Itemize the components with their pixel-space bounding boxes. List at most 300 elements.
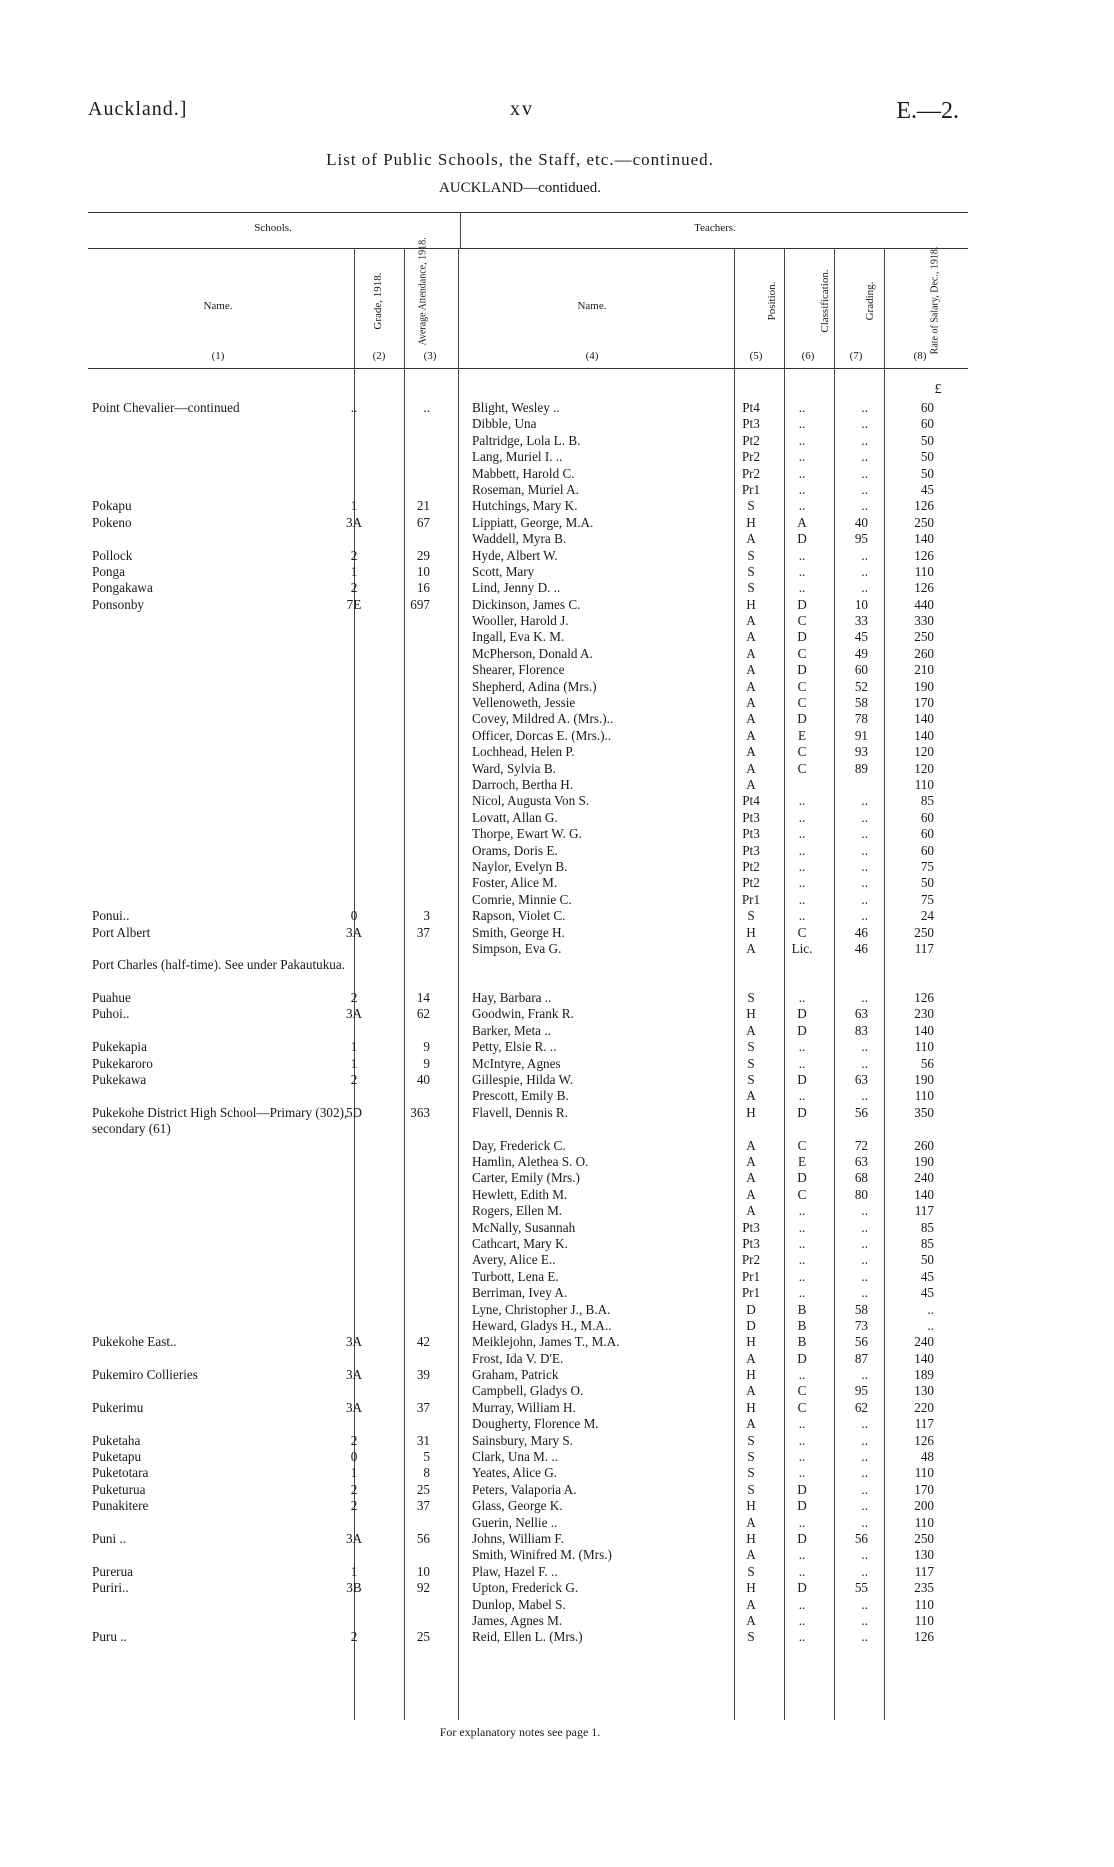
teacher-position: S <box>747 1563 755 1579</box>
teacher-grading: .. <box>861 416 868 432</box>
table-row <box>88 646 968 662</box>
page-header-right: E.—2. <box>896 98 959 124</box>
average-attendance: 56 <box>416 1530 430 1546</box>
school-grade: 1 <box>350 1055 358 1071</box>
average-attendance: 37 <box>416 1498 430 1514</box>
teacher-position: A <box>746 711 756 727</box>
teacher-classification: E <box>797 727 807 743</box>
table-row <box>88 1400 968 1416</box>
teacher-position: A <box>746 727 756 743</box>
teacher-grading: .. <box>861 1465 868 1481</box>
teacher-classification: .. <box>798 1547 806 1563</box>
salary-rate: 210 <box>914 662 934 678</box>
teacher-position: Pt4 <box>742 793 760 809</box>
teacher-position: A <box>746 940 756 956</box>
salary-rate: 110 <box>914 776 934 792</box>
school-name: Pukekaroro <box>92 1055 153 1071</box>
teacher-grading: 56 <box>854 1530 868 1546</box>
teacher-classification: C <box>797 695 807 711</box>
teacher-name: Rapson, Violet C. <box>472 908 566 924</box>
attendance-header: Average Attendance, 1918. <box>417 237 429 346</box>
table-row <box>88 1416 968 1432</box>
teacher-name: Smith, Winifred M. (Mrs.) <box>472 1547 612 1563</box>
table-row <box>88 1547 968 1563</box>
teacher-grading: .. <box>861 498 868 514</box>
teacher-classification: .. <box>798 1596 806 1612</box>
teacher-classification: .. <box>798 793 806 809</box>
table-row <box>88 580 968 596</box>
teacher-position: S <box>747 580 755 596</box>
teacher-name: Dibble, Una <box>472 416 537 432</box>
table-row <box>88 482 968 498</box>
teacher-grading: .. <box>861 875 868 891</box>
table-row <box>88 1629 968 1645</box>
average-attendance: 62 <box>416 1006 430 1022</box>
table-row <box>88 1039 968 1055</box>
teacher-grading: 93 <box>854 744 868 760</box>
teacher-position: A <box>746 760 756 776</box>
teacher-position: Pt2 <box>742 858 760 874</box>
table-row <box>88 548 968 564</box>
table-row <box>88 1580 968 1596</box>
teacher-grading: 52 <box>854 678 868 694</box>
teacher-position: A <box>746 645 756 661</box>
teacher-position: S <box>747 563 755 579</box>
teacher-grading: .. <box>861 1285 868 1301</box>
teacher-grading: 73 <box>854 1317 868 1333</box>
school-name: Punakitere <box>92 1498 149 1514</box>
teacher-classification: A <box>797 514 807 530</box>
teacher-position: A <box>746 1596 756 1612</box>
teacher-name: Clark, Una M. .. <box>472 1449 559 1465</box>
teacher-grading: 60 <box>854 662 868 678</box>
average-attendance: 92 <box>416 1580 430 1596</box>
teacher-position: A <box>746 1186 756 1202</box>
teacher-position: A <box>746 1203 756 1219</box>
teacher-classification: .. <box>798 416 806 432</box>
salary-rate: 117 <box>914 940 934 956</box>
teacher-grading: .. <box>861 1563 868 1579</box>
salary-rate: 50 <box>920 432 934 448</box>
teacher-position: H <box>746 1006 756 1022</box>
teacher-classification: .. <box>798 1465 806 1481</box>
salary-rate: 117 <box>914 1563 934 1579</box>
col-num-7: (7) <box>849 350 863 362</box>
salary-rate: 140 <box>914 531 934 547</box>
teacher-grading: .. <box>861 547 868 563</box>
average-attendance: 697 <box>410 596 430 612</box>
teacher-position: S <box>747 547 755 563</box>
teacher-classification: D <box>797 1498 807 1514</box>
average-attendance: 8 <box>423 1465 430 1481</box>
teacher-classification: C <box>797 1186 807 1202</box>
teacher-classification: D <box>797 1530 807 1546</box>
salary-rate: 190 <box>914 1154 934 1169</box>
teacher-classification: B <box>797 1301 807 1317</box>
teacher-position: H <box>746 1104 756 1120</box>
average-attendance: 42 <box>416 1334 430 1350</box>
school-grade: 3A <box>345 924 363 940</box>
school-grade: 3A <box>345 514 363 530</box>
table-row <box>88 1220 968 1236</box>
teacher-grading: 62 <box>854 1399 868 1415</box>
teacher-grading: .. <box>861 1268 868 1284</box>
table-row <box>88 1597 968 1613</box>
teacher-name: Carter, Emily (Mrs.) <box>472 1170 580 1186</box>
teacher-grading: .. <box>861 1547 868 1563</box>
teacher-classification: .. <box>798 1203 806 1219</box>
salary-rate: 190 <box>914 678 934 694</box>
teacher-position: H <box>746 596 756 612</box>
teacher-classification: D <box>797 711 807 727</box>
teacher-name: Paltridge, Lola L. B. <box>472 432 581 448</box>
average-attendance: .. <box>423 400 430 415</box>
average-attendance: 9 <box>423 1039 430 1055</box>
teacher-name: Turbott, Lena E. <box>472 1268 559 1284</box>
salary-rate: 85 <box>920 793 934 809</box>
teacher-position: S <box>747 908 755 924</box>
teacher-grading: 49 <box>854 645 868 661</box>
teacher-classification: C <box>797 1399 807 1415</box>
school-name: Pukekapia <box>92 1039 147 1055</box>
table-row <box>88 1367 968 1383</box>
teacher-grading: .. <box>861 432 868 448</box>
teacher-position: A <box>746 1416 756 1432</box>
teacher-classification: .. <box>798 1563 806 1579</box>
teacher-classification: .. <box>798 1055 806 1071</box>
teacher-classification: .. <box>798 1612 806 1628</box>
table-row <box>88 1236 968 1252</box>
salary-rate: 45 <box>920 1268 934 1284</box>
school-grade: 3B <box>346 1580 362 1596</box>
teacher-name: Goodwin, Frank R. <box>472 1006 574 1022</box>
teacher-position: Pr1 <box>741 481 761 497</box>
teacher-name: Wooller, Harold J. <box>472 613 569 629</box>
salary-rate: 260 <box>914 1137 934 1153</box>
salary-rate: 260 <box>914 645 934 661</box>
teacher-grading: .. <box>861 1514 868 1530</box>
salary-rate: 250 <box>914 514 934 530</box>
school-name: Port Charles (half-time). See under Pakautukua. <box>92 957 346 973</box>
teacher-name: Lind, Jenny D. .. <box>472 580 561 596</box>
school-name: Ponui.. <box>92 908 130 924</box>
teacher-name: Darroch, Bertha H. <box>472 776 574 792</box>
table-row <box>88 1187 968 1203</box>
teacher-classification: .. <box>798 465 806 481</box>
teacher-grading: .. <box>861 1416 868 1432</box>
school-grade: 3A <box>345 1006 363 1022</box>
school-name: Puahue <box>92 990 131 1006</box>
teacher-name: James, Agnes M. <box>472 1612 563 1628</box>
teacher-name: Graham, Patrick <box>472 1367 559 1383</box>
teacher-position: S <box>747 498 755 514</box>
table-row <box>88 1433 968 1449</box>
table-row <box>88 1383 968 1399</box>
teacher-name: McIntyre, Agnes <box>472 1055 561 1071</box>
teacher-name: Roseman, Muriel A. <box>472 481 579 497</box>
teacher-position: S <box>747 1072 755 1088</box>
table-row <box>88 1351 968 1367</box>
school-name: Puketotara <box>92 1465 149 1481</box>
teacher-name: Naylor, Evelyn B. <box>472 858 568 874</box>
table-row <box>88 466 968 482</box>
teacher-classification: .. <box>798 1432 806 1448</box>
school-grade: 0 <box>350 1449 358 1465</box>
teacher-name: Smith, George H. <box>472 924 565 940</box>
teacher-position: Pr2 <box>741 465 761 481</box>
teacher-position: A <box>746 1088 756 1104</box>
teacher-position: Pr2 <box>741 449 761 465</box>
teacher-position: S <box>747 1039 755 1055</box>
salary-rate: 230 <box>914 1006 934 1022</box>
teacher-position: A <box>746 1514 756 1530</box>
salary-rate: 190 <box>914 1072 934 1088</box>
table-row <box>88 925 968 941</box>
salary-rate: 24 <box>920 908 934 924</box>
teacher-name: Hyde, Albert W. <box>472 547 558 563</box>
teacher-classification: .. <box>798 449 806 465</box>
teacher-name: Flavell, Dennis R. <box>472 1104 568 1120</box>
school-grade: 3A <box>345 1399 363 1415</box>
teacher-grading: 87 <box>854 1350 868 1366</box>
teacher-name: Ward, Sylvia B. <box>472 760 556 776</box>
teacher-position: S <box>747 1481 755 1497</box>
school-name: Puketurua <box>92 1481 146 1497</box>
teacher-name: Rogers, Ellen M. <box>472 1203 563 1219</box>
table-row <box>88 1613 968 1629</box>
salary-rate: 170 <box>914 1481 934 1497</box>
teacher-grading: .. <box>861 400 868 415</box>
teacher-grading: 58 <box>854 1301 868 1317</box>
table-row <box>88 859 968 875</box>
teacher-name-header: Name. <box>577 300 607 312</box>
teacher-name: Orams, Doris E. <box>472 842 558 858</box>
teacher-name: Hamlin, Alethea S. O. <box>472 1154 589 1169</box>
table-row <box>88 662 968 678</box>
school-grade: 2 <box>350 1072 358 1088</box>
teacher-classification: .. <box>798 842 806 858</box>
teacher-classification: .. <box>798 498 806 514</box>
teacher-classification: D <box>797 629 807 645</box>
table-row <box>88 416 968 432</box>
table-row <box>88 777 968 793</box>
salary-rate: 200 <box>914 1498 934 1514</box>
average-attendance: 40 <box>416 1072 430 1088</box>
average-attendance: 10 <box>416 1563 430 1579</box>
teacher-position: Pr1 <box>741 1285 761 1301</box>
table-row <box>88 1072 968 1088</box>
teacher-name: Covey, Mildred A. (Mrs.).. <box>472 711 614 727</box>
teacher-position: A <box>746 744 756 760</box>
salary-rate: .. <box>927 1317 934 1333</box>
teacher-name: McNally, Susannah <box>472 1219 576 1235</box>
school-grade: 1 <box>350 1465 358 1481</box>
salary-rate: 330 <box>914 613 934 629</box>
table-row <box>88 1023 968 1039</box>
teacher-position: A <box>746 1022 756 1038</box>
table-row <box>88 728 968 744</box>
teacher-name: Lang, Muriel I. .. <box>472 449 563 465</box>
teacher-classification: D <box>797 662 807 678</box>
teacher-position: Pr1 <box>741 1268 761 1284</box>
teacher-classification: B <box>797 1334 807 1350</box>
teacher-position: Pt3 <box>742 842 760 858</box>
teacher-classification: Lic. <box>791 940 813 956</box>
teacher-classification: .. <box>798 1449 806 1465</box>
teacher-grading: 63 <box>854 1154 868 1169</box>
school-grade: 1 <box>350 1039 358 1055</box>
teacher-classification: .. <box>798 858 806 874</box>
teacher-position: Pt2 <box>742 432 760 448</box>
teacher-grading: 45 <box>854 629 868 645</box>
teacher-position: A <box>746 662 756 678</box>
school-name: Pokapu <box>92 498 132 514</box>
table-row <box>88 1203 968 1219</box>
teacher-grading: 91 <box>854 727 868 743</box>
teacher-grading: .. <box>861 826 868 842</box>
school-grade: 5D <box>345 1104 363 1120</box>
table-row <box>88 711 968 727</box>
teacher-name: Barker, Meta .. <box>472 1022 551 1038</box>
average-attendance: 21 <box>416 498 430 514</box>
school-name: Pukemiro Collieries <box>92 1367 198 1383</box>
school-grade: .. <box>350 400 358 415</box>
school-grade: 2 <box>350 580 358 596</box>
teacher-classification: .. <box>798 1252 806 1268</box>
school-grade: 2 <box>350 1498 358 1514</box>
salary-rate: 440 <box>914 596 934 612</box>
table-row <box>88 1302 968 1318</box>
table-row <box>88 1006 968 1022</box>
teacher-position: Pt3 <box>742 826 760 842</box>
teacher-grading: .. <box>861 580 868 596</box>
col-num-4: (4) <box>585 350 599 362</box>
teacher-classification: D <box>797 1481 807 1497</box>
salary-rate: 120 <box>914 760 934 776</box>
table-row <box>88 449 968 465</box>
school-name: Puriri.. <box>92 1580 129 1596</box>
school-name: Pukekawa <box>92 1072 147 1088</box>
teacher-position: A <box>746 695 756 711</box>
teacher-grading: .. <box>861 1219 868 1235</box>
salary-rate: 126 <box>914 990 934 1006</box>
school-grade: 2 <box>350 990 358 1006</box>
teacher-position: A <box>746 776 756 792</box>
staff-table-body <box>88 400 968 1646</box>
teacher-grading: .. <box>861 1367 868 1383</box>
teacher-classification: D <box>797 1006 807 1022</box>
teacher-name: Cathcart, Mary K. <box>472 1235 568 1251</box>
grading-header: Grading. <box>864 281 876 321</box>
teacher-position: A <box>746 1383 756 1399</box>
teacher-position: A <box>746 1154 756 1169</box>
school-name: Purerua <box>92 1563 134 1579</box>
school-name: Puhoi.. <box>92 1006 130 1022</box>
salary-rate: 126 <box>914 498 934 514</box>
teacher-grading: .. <box>861 1039 868 1055</box>
teacher-classification: .. <box>798 563 806 579</box>
teacher-name: Sainsbury, Mary S. <box>472 1432 573 1448</box>
salary-rate: 60 <box>920 809 934 825</box>
teacher-classification: C <box>797 1383 807 1399</box>
teacher-name: Mabbett, Harold C. <box>472 465 575 481</box>
salary-rate: 110 <box>914 1465 934 1481</box>
teacher-position: H <box>746 1399 756 1415</box>
teacher-name: Nicol, Augusta Von S. <box>472 793 590 809</box>
teacher-name: Dunlop, Mabel S. <box>472 1596 566 1612</box>
page-title: List of Public Schools, the Staff, etc.—continued. <box>326 150 714 169</box>
salary-rate: 220 <box>914 1399 934 1415</box>
teacher-position: Pt3 <box>742 416 760 432</box>
table-row <box>88 990 968 1006</box>
school-grade: 2 <box>350 547 358 563</box>
salary-rate: 45 <box>920 1285 934 1301</box>
teacher-position: A <box>746 678 756 694</box>
teacher-classification: C <box>797 678 807 694</box>
teacher-position: H <box>746 1367 756 1383</box>
average-attendance: 37 <box>416 924 430 940</box>
teacher-name: Hewlett, Edith M. <box>472 1186 568 1202</box>
school-grade: 3A <box>345 1367 363 1383</box>
table-row <box>88 744 968 760</box>
table-row <box>88 1318 968 1334</box>
teacher-position: S <box>747 1449 755 1465</box>
average-attendance: 5 <box>423 1449 430 1465</box>
teacher-classification: .. <box>798 875 806 891</box>
school-name: Port Albert <box>92 924 151 940</box>
teacher-position: Pr2 <box>741 1252 761 1268</box>
teacher-classification: D <box>797 1022 807 1038</box>
salary-rate: 140 <box>914 1350 934 1366</box>
teacher-classification: .. <box>798 1088 806 1104</box>
teacher-grading: 63 <box>854 1006 868 1022</box>
teacher-name: Murray, William H. <box>472 1399 576 1415</box>
teacher-name: Lochhead, Helen P. <box>472 744 575 760</box>
table-row <box>88 892 968 908</box>
teacher-classification: D <box>797 1580 807 1596</box>
table-row <box>88 1088 968 1104</box>
teacher-position: Pt4 <box>742 400 760 415</box>
school-grade: 3A <box>345 1530 363 1546</box>
teacher-grading: 58 <box>854 695 868 711</box>
teacher-classification: .. <box>798 1285 806 1301</box>
table-row <box>88 843 968 859</box>
teacher-position: H <box>746 1498 756 1514</box>
teacher-classification: C <box>797 760 807 776</box>
salary-rate: 75 <box>920 858 934 874</box>
teacher-classification: D <box>797 1170 807 1186</box>
teacher-grading: .. <box>861 1612 868 1628</box>
teacher-name: Johns, William F. <box>472 1530 564 1546</box>
table-row <box>88 613 968 629</box>
header-bottom-rule <box>88 368 968 369</box>
teacher-name: Blight, Wesley .. <box>472 400 560 415</box>
header-divider-rule <box>88 248 968 249</box>
school-name: Puketapu <box>92 1449 142 1465</box>
teacher-grading: .. <box>861 891 868 907</box>
school-name: Point Chevalier—continued <box>92 400 240 415</box>
table-row <box>88 597 968 613</box>
school-name: Pongakawa <box>92 580 153 596</box>
average-attendance: 67 <box>416 514 430 530</box>
average-attendance: 10 <box>416 563 430 579</box>
school-grade: 7E <box>346 596 362 612</box>
salary-rate: 75 <box>920 891 934 907</box>
teacher-name: Reid, Ellen L. (Mrs.) <box>472 1629 583 1645</box>
teacher-grading: .. <box>861 1055 868 1071</box>
salary-rate: 120 <box>914 744 934 760</box>
table-row <box>88 1482 968 1498</box>
